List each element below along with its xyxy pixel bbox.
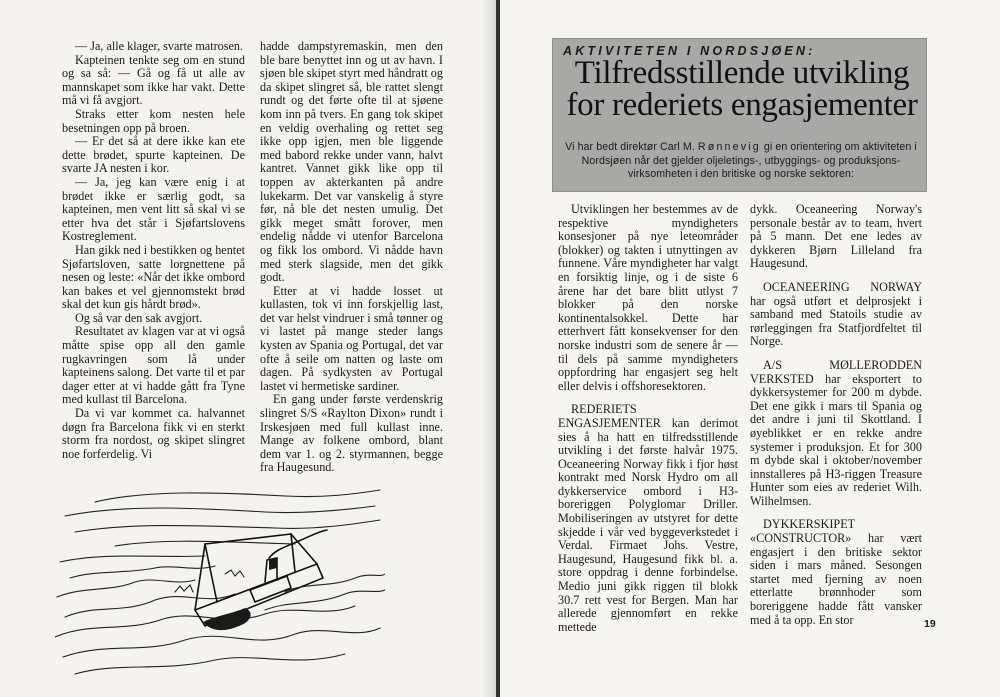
paragraph: — Ja, alle klager, svarte matrosen.: [75, 39, 244, 53]
paragraph: dykk. Oceaneering Norway's personale består av to team, hvert på 5 mann. Det ene ledes av dykkeren Bjørn Lilleland fra Haugesund.: [750, 202, 922, 271]
section-kicker: AKTIVITETEN I NORDSJØEN:: [563, 44, 816, 58]
page-gutter: [482, 0, 500, 697]
paragraph: Da vi var kommet ca. halvannet døgn fra Barcelona fikk vi en sterkt storm fra nordost, og skipet slingret noe forferdelig. Vi: [62, 406, 245, 461]
ship-in-storm-sketch: [55, 482, 385, 682]
left-column-1: [62, 40, 245, 461]
paragraph: Straks etter kom nesten hele besetningen opp på broen.: [62, 106, 245, 135]
right-column-2: [750, 203, 922, 627]
right-column-1: [558, 203, 738, 634]
paragraph: En gang under første verdenskrig slingret S/S «Raylton Dixon» rundt i Irskesjøen med full kullast inne. Mange av folkene ombord, blant dem var 1. og 2. styrmannen, begge fra Haugesund.: [260, 392, 443, 475]
left-page: [0, 0, 496, 697]
intro-text: gi en orientering om aktiviteten i Nordsjøen når det gjelder oljeletings-, utbyggings- og produksjons-virksomheten i den britiske og norske sektoren:: [581, 141, 917, 181]
paragraph: A/S MØLLERODDEN VERKSTED har eksportert to dykkersystemer for 200 m dybde. Det ene gikk i mars til Spania og det andre i juni til Skottland. I øyeblikket er en rekke andre systemer i produksjon. Et for 300 m dybde skal i oktober/november innstalleres på H3-riggen Treasure Hunter som eies av rederiet Wilh. Wilhelmsen.: [750, 357, 922, 508]
paragraph: Og så var den sak avgjort.: [75, 310, 203, 325]
left-column-2: [260, 40, 443, 475]
paragraph: Han gikk ned i bestikken og hentet Sjøfartsloven, satte lorgnettene på nesen og leste: «Når det ikke ombord kan bakes et vel gjennomstekt brød skal det kun gis hårdt brød».: [62, 242, 245, 312]
article-header-box: [552, 38, 927, 192]
paragraph: OCEANEERING NORWAY har også utført et delprosjekt i samband med Statoils studie av rørleggingen fra Statfjordfeltet til Norge.: [750, 279, 922, 349]
paragraph: DYKKERSKIPET «CONSTRUCTOR» har vært engasjert i den britiske sektor siden i mars måned. Sesongen startet med fjerning av noen etterlatte brønnhoder som boreriggene hadde fått vansker med å ta opp. En stor: [750, 517, 922, 627]
page-number: 19: [924, 618, 936, 630]
intro-text: Vi har bedt direktør Carl M.: [565, 141, 695, 153]
paragraph: hadde dampstyremaskin, men den ble bare benyttet inn og ut av havn. I sjøen ble skipet styrt med håndratt og da skipet slingret så, ble rattet slengt rundt og det førte ofte til at sjøene kom inn på tvers. En gang tok skipet en veldig overhaling og rettet seg ikke opp igjen, men ble liggende med babord rekke under vann, halvt kantret. Vannet gikk like opp til toppen av akterkanten på andre lukekarm. Det var vanskelig å styre før, nå ble det nesten umulig. Det gikk meget smått forover, men endelig nådde vi utenfor Barcelona og fikk los ombord. Vi nådde havn med sterk slagside, men det gikk godt.: [260, 39, 443, 285]
article-headline: Tilfredsstillende utvikling for rederiets engasjementer: [566, 55, 918, 123]
paragraph: — Ja, jeg kan være enig i at brødet ikke er særlig godt, sa kapteinen, men vent litt så skal vi se etter hva det står i Sjøfartslovens Kostreglement.: [62, 174, 245, 244]
paragraph: Kapteinen tenkte seg om en stund og sa så: — Gå og få ut alle av mannskapet som ikke har vakt. Dette må vi få avgjort.: [62, 52, 245, 108]
paragraph: Etter at vi hadde losset ut kullasten, tok vi inn forskjellig last, det var helst vindruer i små tønner og vi lastet på mange steder langs kysten av Spania og Portugal, det var ofte å seile om natten og laste om dagen. På sydkysten av Portugal lastet vi hermetiske sardiner.: [260, 283, 443, 393]
paragraph: Utviklingen her bestemmes av de respektive myndigheters konsesjoner på nye leteområder (blokker) og takten i utnyttingen av funnene. Våre myndigheter har valgt en forsiktig linje, og i de siste 6 årene har det bare blitt utlyst 7 blokker på den norske kontinentalsokkel. Dette har etterhvert fått konsekvenser for den norske industri som de senere år — til dels på samme myndigheters oppfordring har engasjert seg helt eller delvis i offshoresektoren.: [558, 202, 738, 393]
intro-name: Rønnevig: [697, 141, 761, 153]
paragraph: — Er det så at dere ikke kan ete dette brødet, spurte kapteinen. De svarte JA nesten i kor.: [62, 134, 245, 176]
article-intro: [563, 141, 919, 182]
paragraph: REDERIETS ENGASJEMENTER kan derimot sies å ha hatt en tilfredsstillende utvikling i det første halvår 1975. Oceaneering Norway fikk i fjor høst kontrakt med Norsk Hydro om all dykkerservice ombord i H3-boreriggen Polyglomar Driller. Mobiliseringen av utstyret for dette skjedde i vår ved byggeverkstedet i Verdal. Firmaet Johs. Vestre, Haugesund, Haugesund fikk bl. a. store oppdrag i denne forbindelse. Medio juni gikk riggen til blokk 30.7 rett vest for Bergen. Man har allerede gjennomført en rekke mettede: [558, 402, 738, 634]
paragraph: Resultatet av klagen var at vi også måtte spise opp all den gamle rugkavringen som lå under kapteinens salong. Det varte til et par dager etter at vi hadde gått fra Tyne med kullast til Barcelona.: [62, 324, 245, 407]
